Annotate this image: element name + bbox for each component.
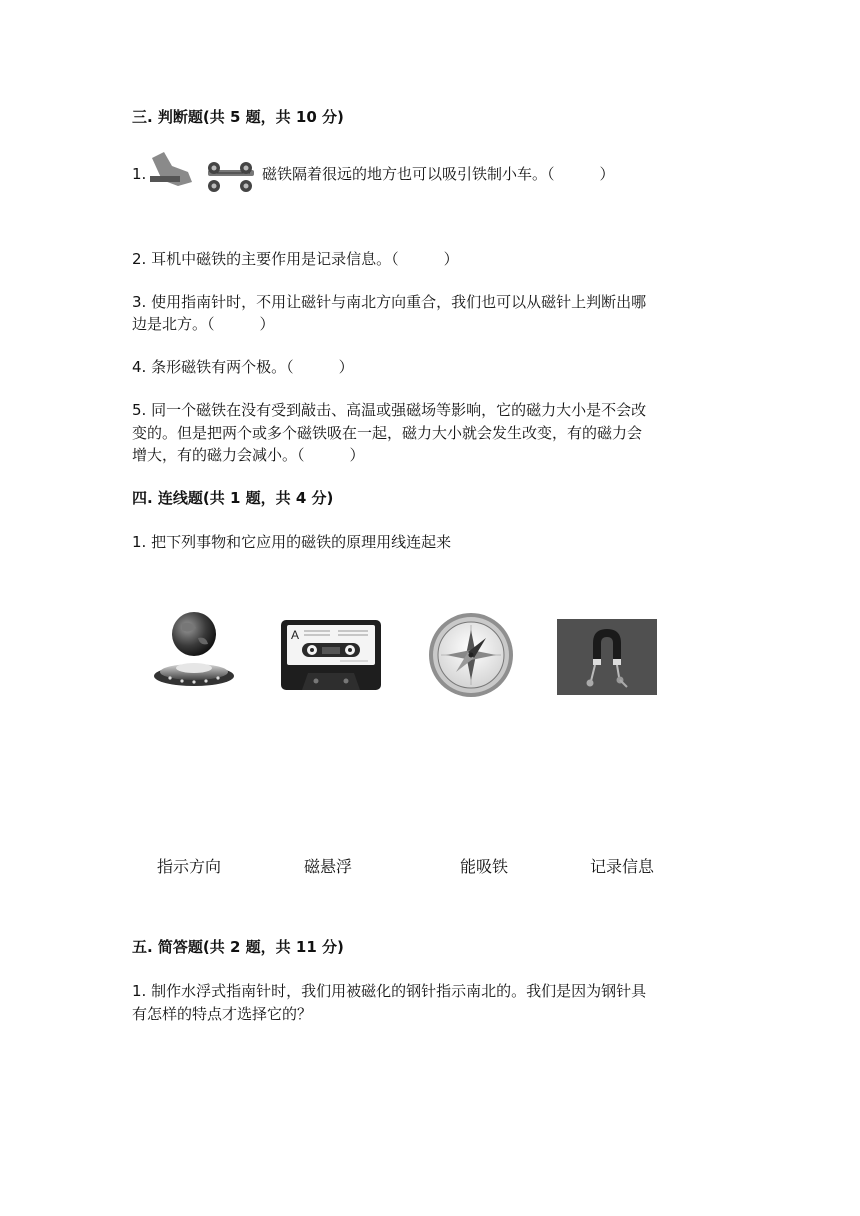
horseshoe-magnet-keys-image <box>557 619 657 695</box>
section-4-heading: 四. 连线题(共 1 题，共 4 分) <box>132 489 334 507</box>
match-option-direction: 指示方向 <box>157 857 222 876</box>
maglev-globe-image <box>152 610 236 696</box>
section-3-heading: 三. 判断题(共 5 题，共 10 分) <box>132 108 344 126</box>
question-3-2: 2. 耳机中磁铁的主要作用是记录信息。（ ） <box>132 250 459 268</box>
question-3-4: 4. 条形磁铁有两个极。（ ） <box>132 358 354 376</box>
cassette-tape-image <box>280 619 382 691</box>
question-5-1-line-1: 1. 制作水浮式指南针时，我们用被磁化的钢针指示南北的。我们是因为钢针具 <box>132 982 647 1000</box>
cassette-letter: A <box>291 628 300 642</box>
question-3-5-line-2: 变的。但是把两个或多个磁铁吸在一起，磁力大小就会发生改变，有的磁力会 <box>132 424 643 442</box>
question-3-5-line-1: 5. 同一个磁铁在没有受到敲击、高温或强磁场等影响，它的磁力大小是不会改 <box>132 401 647 419</box>
question-3-1-number: 1. <box>132 165 147 183</box>
hand-magnet-car-image <box>148 148 260 198</box>
match-option-attract-iron: 能吸铁 <box>460 857 509 876</box>
match-option-record-info: 记录信息 <box>590 857 655 876</box>
question-4-1: 1. 把下列事物和它应用的磁铁的原理用线连起来 <box>132 533 452 551</box>
question-3-5-line-3: 增大，有的磁力会减小。（ ） <box>132 446 365 464</box>
question-3-1-text: 磁铁隔着很远的地方也可以吸引铁制小车。（ ） <box>262 165 615 183</box>
question-5-1-line-2: 有怎样的特点才选择它的？ <box>132 1005 313 1023</box>
compass-image <box>428 612 514 698</box>
question-3-3-line-2: 边是北方。（ ） <box>132 315 275 333</box>
match-option-maglev: 磁悬浮 <box>304 857 353 876</box>
section-5-heading: 五. 简答题(共 2 题，共 11 分) <box>132 938 344 956</box>
question-3-3-line-1: 3. 使用指南针时，不用让磁针与南北方向重合，我们也可以从磁针上判断出哪 <box>132 293 647 311</box>
